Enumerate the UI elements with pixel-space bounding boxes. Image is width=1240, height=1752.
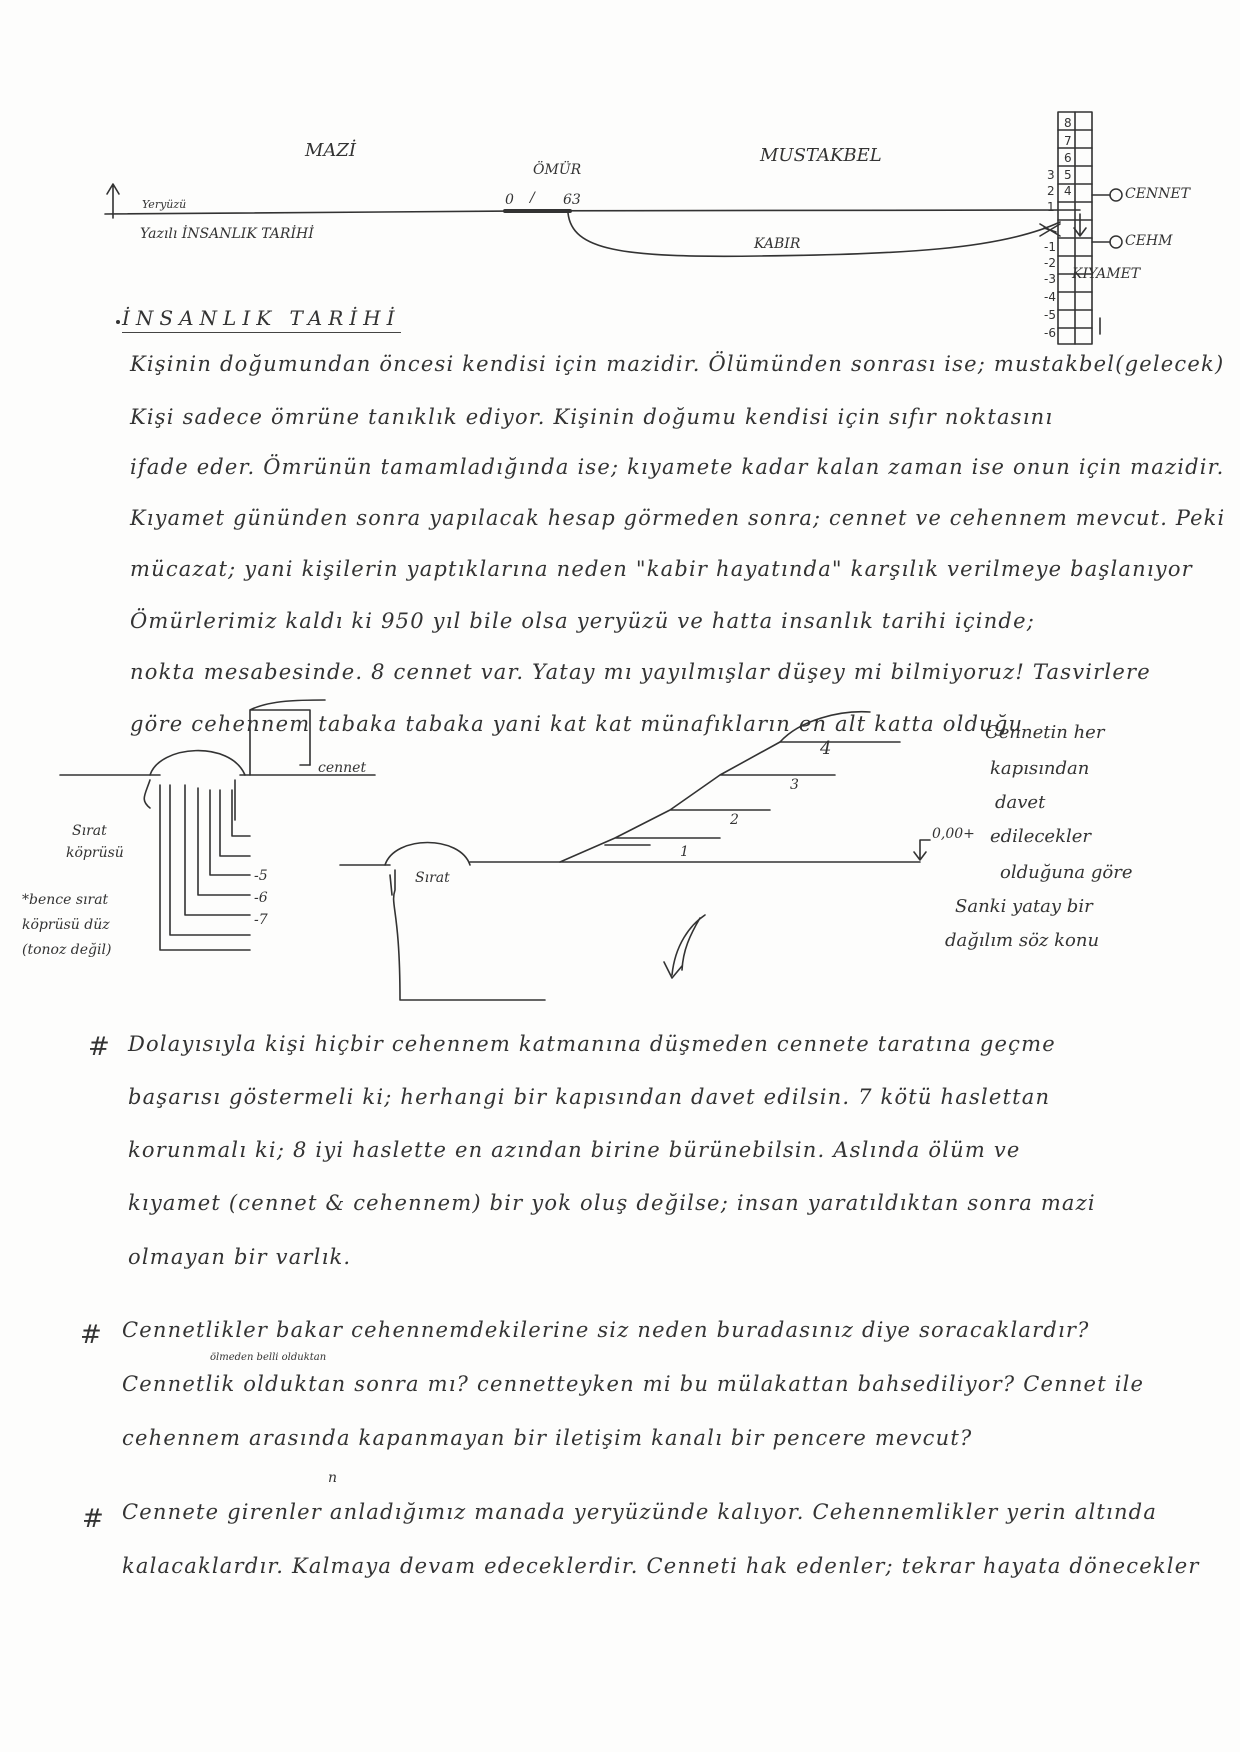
scale-down-6: -6 xyxy=(1044,326,1056,340)
scale-down-5: -5 xyxy=(1044,308,1056,322)
paragraph-line-5: mücazat; yani kişilerin yaptıklarına neden "kabir hayatında" karşılık verilmeye başlanıyor xyxy=(130,557,1193,581)
label-kabir: KABIR xyxy=(754,236,801,252)
label-mustakbel: MUSTAKBEL xyxy=(760,145,882,166)
paragraph-line-2: Kişi sadece ömrüne tanıklık ediyor. Kişinin doğumu kendisi için sıfır noktasını xyxy=(130,405,1054,429)
paragraph-line-6: Ömürlerimiz kaldı ki 950 yıl bile olsa yeryüzü ve hatta insanlık tarihi içinde; xyxy=(130,609,1035,633)
scale-up-7: 7 xyxy=(1064,134,1072,148)
layer-outer xyxy=(160,785,250,950)
label-slash: / xyxy=(530,190,535,206)
layer-3 xyxy=(198,788,250,895)
scale-up-4: 4 xyxy=(1064,184,1072,198)
drop-right xyxy=(394,870,545,1000)
bullet-2-line-2: Cennetlik olduktan sonra mı? cennetteyken mi bu mülakattan bahsediliyor? Cennet ile xyxy=(122,1372,1145,1396)
label-yazili-tarih: Yazılı İNSANLIK TARİHİ xyxy=(140,226,314,242)
kabir-curve xyxy=(568,213,1060,256)
right-note-7: dağılım söz konu xyxy=(945,930,1100,951)
bullet-3-line-1: Cennete girenler anladığımız manada yeryüzünde kalıyor. Cehennemlikler yerin altında xyxy=(122,1500,1158,1524)
bullet-1-mark: # xyxy=(88,1032,110,1062)
scale-up-2: 2 xyxy=(1047,184,1055,198)
bullet-1-line-2: başarısı göstermeli ki; herhangi bir kapısından davet edilsin. 7 kötü haslettan xyxy=(128,1085,1051,1109)
scale-down-2: -2 xyxy=(1044,256,1056,270)
scale-up-6: 6 xyxy=(1064,151,1072,165)
elevation-label: 0,00+ xyxy=(932,826,975,842)
label-age: 63 xyxy=(563,192,581,208)
scale-up-3: 3 xyxy=(1047,168,1055,182)
left-diagram-note-1: *bence sırat xyxy=(22,892,109,908)
bullet-2-above: ölmeden belli olduktan xyxy=(210,1352,327,1363)
section-title: İNSANLIK TARİHİ xyxy=(122,306,401,333)
bullet-3-above: n xyxy=(328,1470,338,1486)
step-label-4: 4 xyxy=(820,738,832,759)
label-mazi: MAZİ xyxy=(305,140,357,161)
scale-up-5: 5 xyxy=(1064,168,1072,182)
label-cehennem: CEHM xyxy=(1125,233,1173,249)
left-diagram-level-5: -5 xyxy=(254,868,268,884)
bullet-2-mark: # xyxy=(80,1320,102,1350)
scale-down-3: -3 xyxy=(1044,272,1056,286)
bullet-3-line-2: kalacaklardır. Kalmaya devam edeceklerdir. Cenneti hak edenler; tekrar hayata dönecekler xyxy=(122,1554,1200,1578)
scale-up-8: 8 xyxy=(1064,116,1072,130)
elevation-marker xyxy=(914,840,930,860)
right-note-6: Sanki yatay bir xyxy=(955,896,1093,917)
left-diagram-sirat: Sırat xyxy=(72,823,107,839)
scale-down-4: -4 xyxy=(1044,290,1056,304)
step-label-3: 3 xyxy=(790,777,799,793)
sirat-dome-right xyxy=(385,843,470,866)
stairs xyxy=(560,742,900,862)
paragraph-line-3: ifade eder. Ömrünün tamamladığında ise; kıyamete kadar kalan zaman ise onun için mazidir. xyxy=(130,455,1225,479)
left-diagram-koprusu: köprüsü xyxy=(66,845,124,861)
timeline-start-arrow xyxy=(107,184,119,218)
left-diagram-note-3: (tonoz değil) xyxy=(22,942,112,958)
bullet-1-line-3: korunmalı ki; 8 iyi haslette en azından birine bürünebilsin. Aslında ölüm ve xyxy=(128,1138,1021,1162)
sirat-dome-left xyxy=(150,751,245,775)
paragraph-line-1: Kişinin doğumundan öncesi kendisi için mazidir. Ölümünden sonrası ise; mustakbel(gelecek) xyxy=(130,352,1225,376)
bullet-2-line-3: cehennem arasında kapanmayan bir iletişim kanalı bir pencere mevcut? xyxy=(122,1426,973,1450)
right-diagram-sirat: Sırat xyxy=(415,870,450,886)
scale-down-1: -1 xyxy=(1044,240,1056,254)
bullet-1-line-1: Dolayısıyla kişi hiçbir cehennem katmanına düşmeden cennete taratına geçme xyxy=(128,1032,1056,1056)
bullet-3-mark: # xyxy=(82,1504,104,1534)
label-omur: ÖMÜR xyxy=(533,162,582,178)
right-note-5: olduğuna göre xyxy=(1000,862,1133,883)
drop-left xyxy=(144,780,150,808)
layer-4 xyxy=(210,790,250,875)
paragraph-line-4: Kıyamet gününden sonra yapılacak hesap görmeden sonra; cennet ve cehennem mevcut. Peki xyxy=(130,506,1226,530)
right-note-1: Cennetin her xyxy=(985,722,1105,743)
paragraph-line-7: nokta mesabesinde. 8 cennet var. Yatay mı yayılmışlar düşey mi bilmiyoruz! Tasvirlere xyxy=(130,660,1151,684)
curved-arrow xyxy=(664,915,705,978)
kiyamet-arrow xyxy=(1074,214,1086,236)
left-diagram-cennet: cennet xyxy=(318,760,367,776)
scale-up-1: 1 xyxy=(1047,200,1055,214)
step-label-1: 1 xyxy=(680,844,689,860)
label-kiyamet: KIYAMET xyxy=(1072,266,1141,282)
paragraph-line-8: göre cehennem tabaka tabaka yani kat kat münafıkların en alt katta olduğu xyxy=(130,712,1024,736)
left-diagram-level-6: -6 xyxy=(254,890,268,906)
right-note-3: davet xyxy=(995,792,1046,813)
timeline-line xyxy=(105,210,1080,214)
right-note-4: edilecekler xyxy=(990,826,1091,847)
step-label-2: 2 xyxy=(730,812,739,828)
left-diagram-level-7: -7 xyxy=(254,912,268,928)
left-diagram-note-2: köprüsü düz xyxy=(22,917,110,933)
label-zero: 0 xyxy=(505,192,514,208)
bullet-1-line-5: olmayan bir varlık. xyxy=(128,1245,352,1269)
right-note-2: kapısından xyxy=(990,758,1090,779)
label-cennet: CENNET xyxy=(1125,186,1190,202)
bullet-1-line-4: kıyamet (cennet & cehennem) bir yok oluş değilse; insan yaratıldıktan sonra mazi xyxy=(128,1191,1096,1215)
bullet-2-line-1: Cennetlikler bakar cehennemdekilerine siz neden buradasınız diye soracaklardır? xyxy=(122,1318,1090,1342)
label-yeryuzu: Yeryüzü xyxy=(142,198,187,211)
